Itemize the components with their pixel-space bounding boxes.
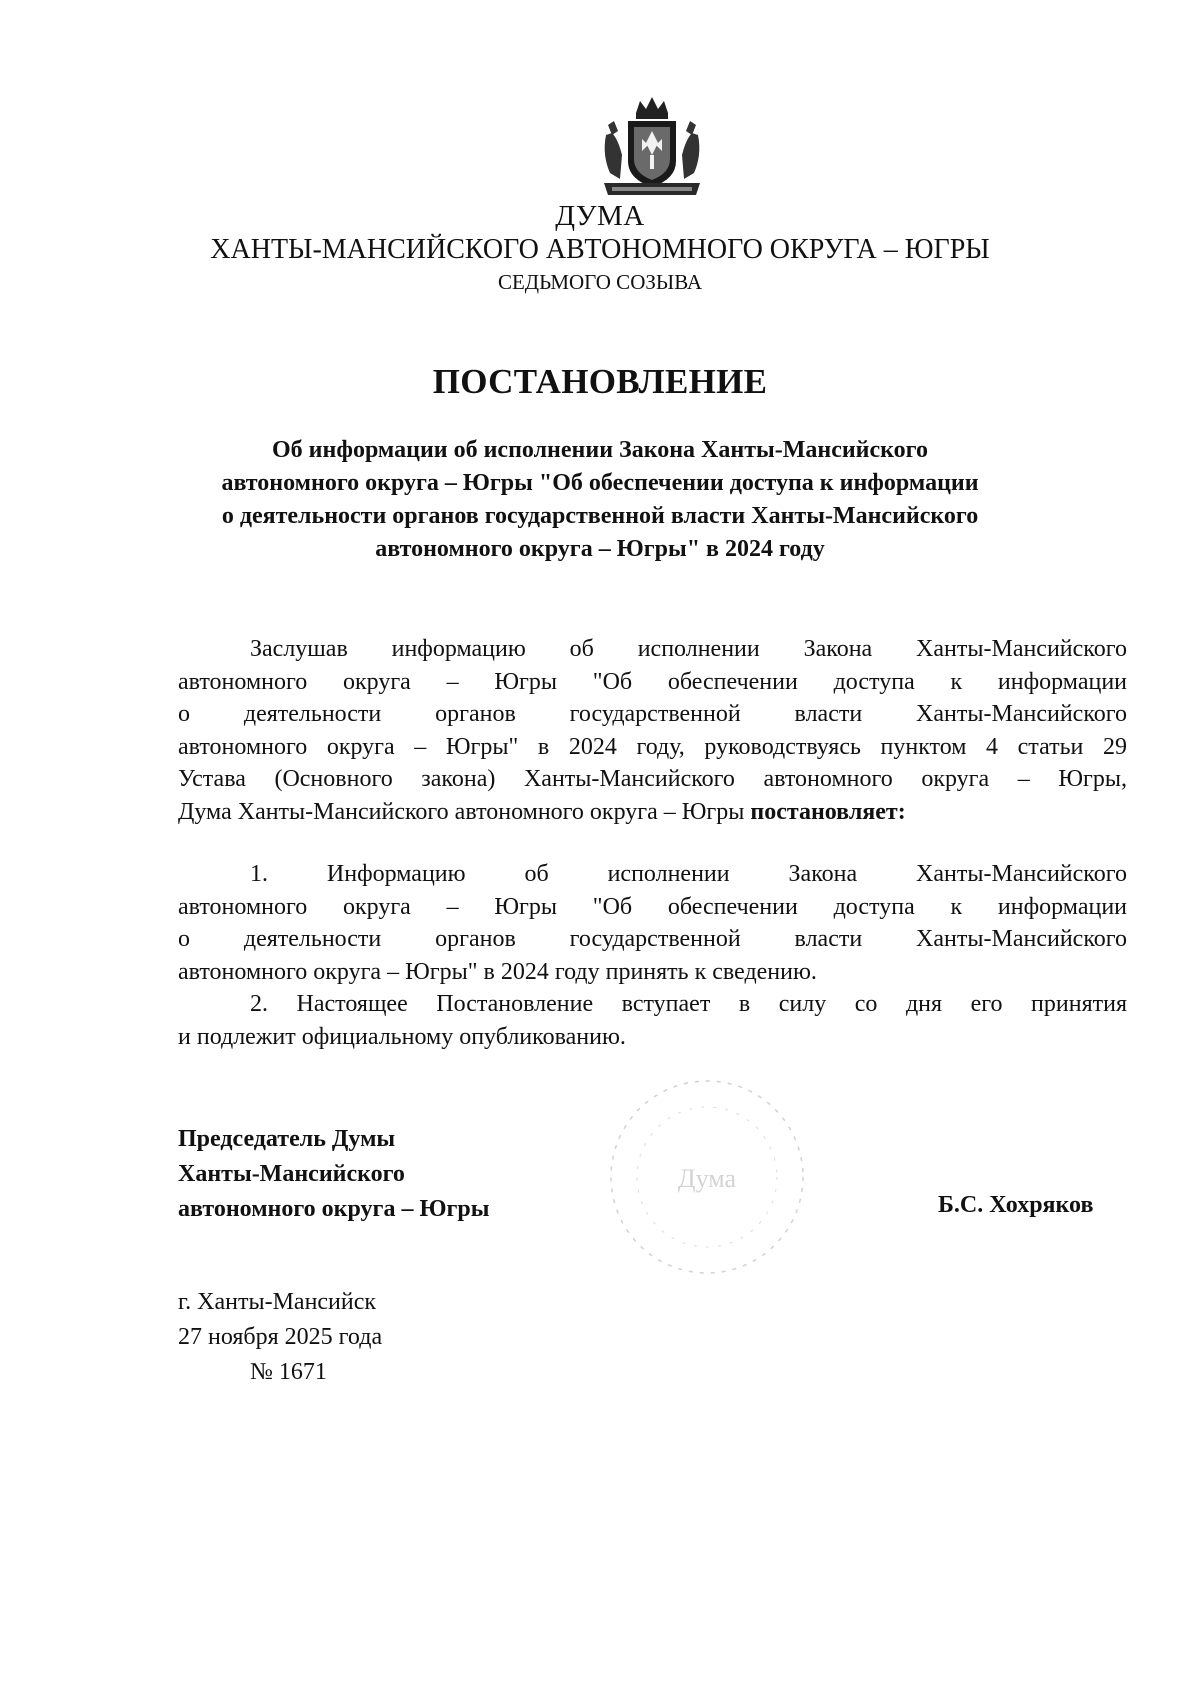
- subject-line: о деятельности органов государственной власти Ханты-Мансийского: [221, 503, 979, 529]
- body-line: Устава (Основного закона) Ханты-Мансийского автономного округа – Югры,: [178, 766, 1127, 792]
- body-line: о деятельности органов государственной власти Ханты-Мансийского: [178, 926, 1127, 952]
- document-type-title: ПОСТАНОВЛЕНИЕ: [432, 362, 768, 401]
- body-line: о деятельности органов государственной власти Ханты-Мансийского: [178, 701, 1127, 727]
- document-details: [178, 1285, 382, 1390]
- document-subject: [150, 434, 1050, 566]
- position-line: Ханты-Мансийского: [178, 1161, 405, 1187]
- stamp-text: Дума: [677, 1164, 737, 1193]
- coat-of-arms-icon: [598, 95, 706, 203]
- body-line: Заслушав информацию об исполнении Закона Ханты-Мансийского: [250, 636, 1127, 662]
- resolution-verb: постановляет:: [750, 798, 906, 825]
- document-number: № 1671: [250, 1359, 327, 1385]
- institution-name: ДУМА: [555, 200, 645, 232]
- position-line: Председатель Думы: [178, 1126, 396, 1152]
- body-line: 1. Информацию об исполнении Закона Ханты-Мансийского: [250, 861, 1127, 887]
- subject-line: Об информации об исполнении Закона Ханты-Мансийского: [272, 437, 928, 463]
- region-name: ХАНТЫ-МАНСИЙСКОГО АВТОНОМНОГО ОКРУГА – ЮГРЫ: [210, 234, 990, 265]
- item-2-paragraph: [178, 988, 1127, 1053]
- signatory-position: [178, 1122, 489, 1227]
- convocation-label: СЕДЬМОГО СОЗЫВА: [497, 270, 703, 294]
- place-of-adoption: г. Ханты-Мансийск: [178, 1289, 377, 1315]
- body-line: автономного округа – Югры" в 2024 году, руководствуясь пунктом 4 статьи 29: [178, 733, 1127, 760]
- subject-line: автономного округа – Югры "Об обеспечении доступа к информации: [221, 470, 979, 496]
- item-1-paragraph: [178, 858, 1127, 988]
- body-line: и подлежит официальному опубликованию.: [178, 1023, 626, 1050]
- position-line: автономного округа – Югры: [178, 1196, 490, 1222]
- body-line: [178, 796, 1127, 829]
- subject-line: автономного округа – Югры" в 2024 году: [375, 536, 825, 562]
- body-line: автономного округа – Югры "Об обеспечении доступа к информации: [178, 668, 1127, 695]
- body-line: автономного округа – Югры" в 2024 году принять к сведению.: [178, 958, 817, 985]
- official-stamp: [605, 1075, 810, 1280]
- body-line: 2. Настоящее Постановление вступает в силу со дня его принятия: [250, 991, 1127, 1017]
- body-line: автономного округа – Югры "Об обеспечении доступа к информации: [178, 893, 1127, 920]
- preamble-paragraph: [178, 633, 1127, 828]
- body-line-text: Дума Ханты-Мансийского автономного округа – Югры: [178, 798, 751, 825]
- adoption-date: 27 ноября 2025 года: [178, 1324, 383, 1350]
- signer-name: Б.С. Хохряков: [938, 1192, 1094, 1218]
